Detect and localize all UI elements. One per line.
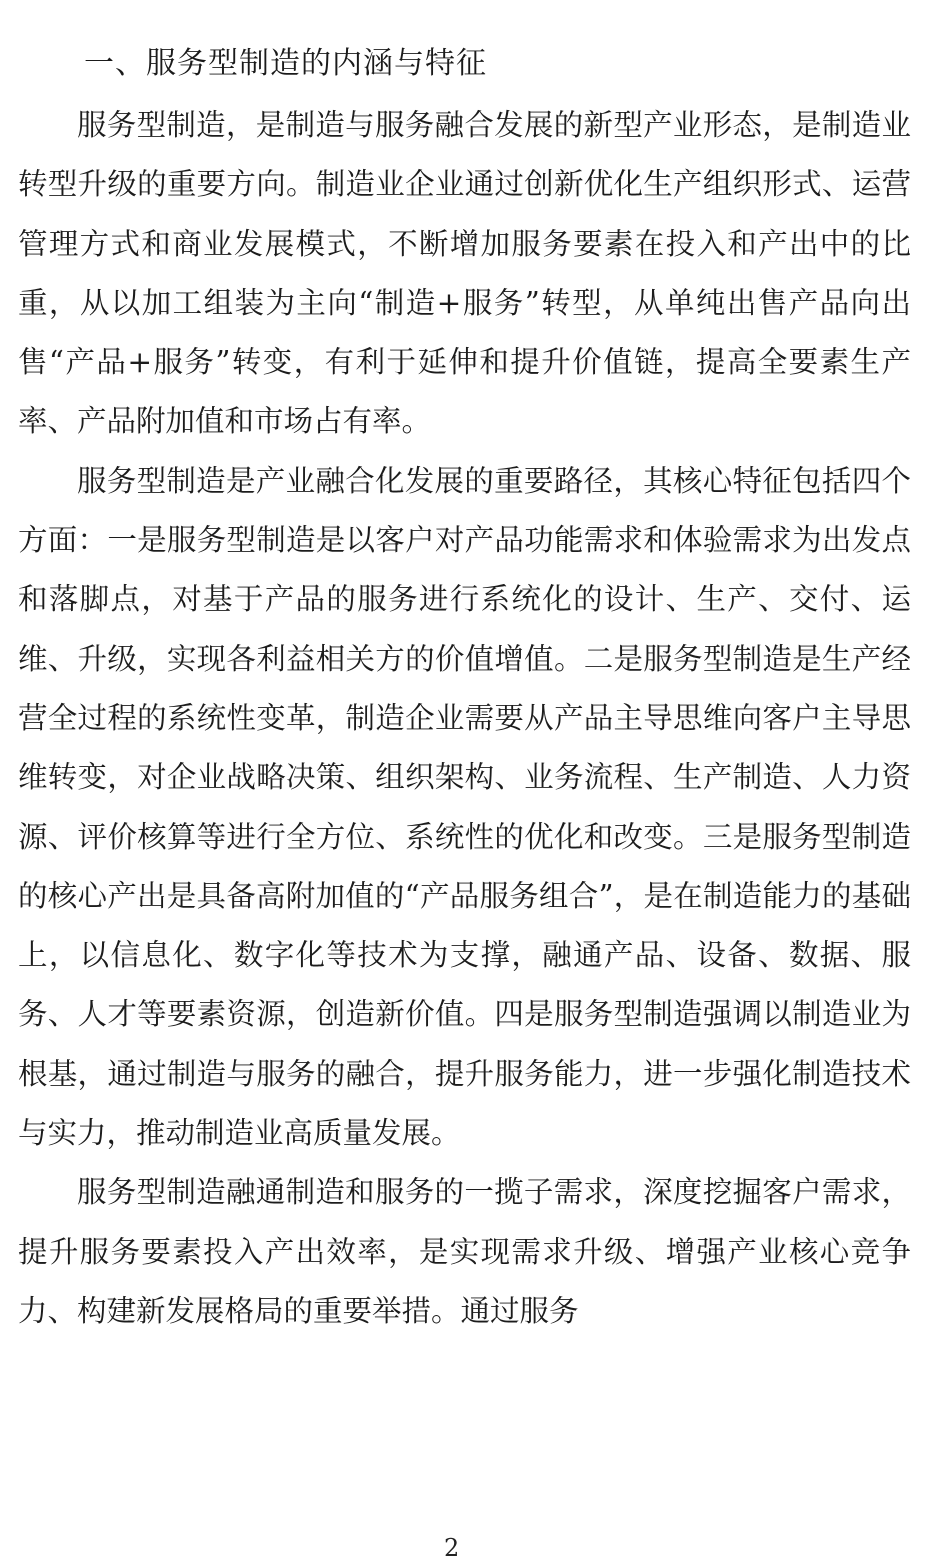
paragraph-definition: 服务型制造，是制造与服务融合发展的新型产业形态，是制造业转型升级的重要方向。制造业企业通过创新优化生产组织形式、运营管理方式和商业发展模式，不断增加服务要素在投入和产出中的比重，从以加工组装为主向“制造+服务”转型，从单纯出售产品向出售“产品+服务”转变，有利于延伸和提升价值链，提高全要素生产率、产品附加值和市场占有率。 [18, 108, 911, 439]
section-heading: 一、服务型制造的内涵与特征 [84, 46, 487, 81]
paragraph-significance: 服务型制造融通制造和服务的一揽子需求，深度挖掘客户需求，提升服务要素投入产出效率，是实现需求升级、增强产业核心竞争力、构建新发展格局的重要举措。通过服务 [18, 1175, 911, 1328]
page-number: 2 [444, 1534, 460, 1562]
document-body [18, 96, 911, 1341]
paragraph-core-features: 服务型制造是产业融合化发展的重要路径，其核心特征包括四个方面：一是服务型制造是以客户对产品功能需求和体验需求为出发点和落脚点，对基于产品的服务进行系统化的设计、生产、交付、运维、升级，实现各利益相关方的价值增值。二是服务型制造是生产经营全过程的系统性变革，制造企业需要从产品主导思维向客户主导思维转变，对企业战略决策、组织架构、业务流程、生产制造、人力资源、评价核算等进行全方位、系统性的优化和改变。三是服务型制造的核心产出是具备高附加值的“产品服务组合”，是在制造能力的基础上，以信息化、数字化等技术为支撑，融通产品、设备、数据、服务、人才等要素资源，创造新价值。四是服务型制造强调以制造业为根基，通过制造与服务的融合，提升服务能力，进一步强化制造技术与实力，推动制造业高质量发展。 [18, 463, 911, 1151]
